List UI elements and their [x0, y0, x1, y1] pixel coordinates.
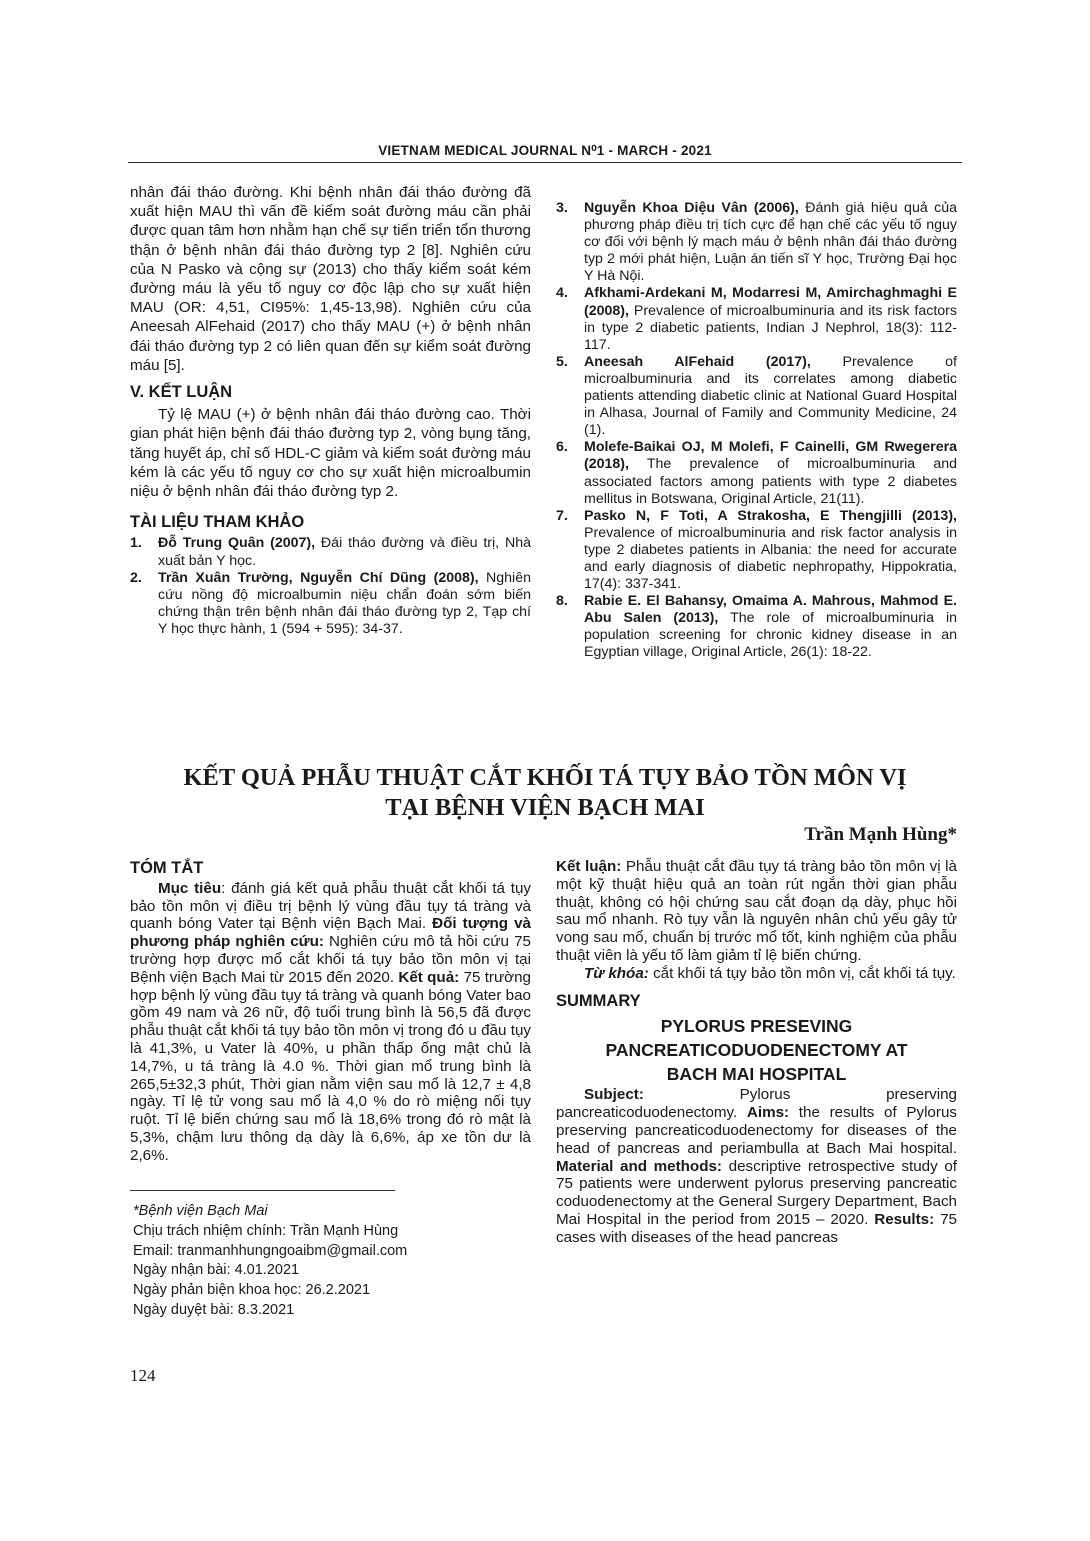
reference-item: 7. Pasko N, F Toti, A Strakosha, E Thengjilli (2013), Prevalence of microalbuminuria and risk factor analysis in type 2 diabetes patients in Albania: the need for accurate and early diagnosis of diabetic nephropathy, Hippokratia, 17(4): 337-341.: [556, 507, 957, 593]
reference-item: 1. Đỗ Trung Quân (2007), Đái tháo đường và điều trị, Nhà xuất bản Y học.: [130, 535, 531, 569]
references-list-left: [130, 535, 531, 638]
reference-item: 2. Trần Xuân Trường, Nguyễn Chí Dũng (2008), Nghiên cứu nồng độ microalbumin niệu chẩn đoán sớm biến chứng thận trên bệnh nhân đái tháo đường typ 2, Tạp chí Y học thực hành, 1 (594 + 595): 34-37.: [130, 569, 531, 637]
abstract-vn-paragraph: Mục tiêu: đánh giá kết quả phẫu thuật cắt khối tá tụy bảo tồn môn vị điều trị bệnh lý vùng đầu tụy tá tràng và quanh bóng Vater tại Bệnh viện Bạch Mai. Đối tượng và phương pháp nghiên cứu: Nghiên cứu mô tả hồi cứu 75 trường hợp được mổ cắt khối tá tụy bảo tồn môn vị tại Bệnh viện Bạch Mai từ 2015 đến 2020. Kết quả: 75 trường hợp bệnh lý vùng đầu tụy tá tràng và quanh bóng Vater bao gồm 49 nam và 26 nữ, độ tuổi trung bình là 56,5 đã được phẫu thuật cắt khối tá tụy bảo tồn môn vị trong đó u đầu tụy là 41,3%, u Vater là 40%, u phần thấp ống mật chủ là 14,7%, u tá tràng là 4.0 %. Thời gian mổ trung bình là 265,5±32,3 phút, Thời gian nằm viện sau mổ là 12,7 ± 4,8 ngày. Tỉ lệ tử vong sau mổ là 4,0 % do rò miệng nối tụy ruột. Tỉ lệ biến chứng sau mổ là 18,6% trong đó rò mật là 5,3%, chậm lưu thông dạ dày là 6,6%, áp xe tồn dư là 2,6%.: [130, 879, 531, 1164]
reference-item: 5. Aneesah AlFehaid (2017), Prevalence of microalbuminuria and its correlates among diabetic patients attending diabetic clinic at National Guard Hospital in Alhasa, Journal of Family and Community Medicine, 24 (1).: [556, 353, 957, 439]
reference-item: 4. Afkhami-Ardekani M, Modarresi M, Amirchaghmaghi E (2008), Prevalence of microalbuminuria and its risk factors in type 2 diabetic patients, Indian J Nephrol, 18(3): 112-117.: [556, 285, 957, 353]
english-title: PYLORUS PRESEVING PANCREATICODUODENECTOMY AT BACH MAI HOSPITAL: [605, 1016, 908, 1085]
footnote-approved: Ngày duyệt bài: 8.3.2021: [133, 1301, 295, 1318]
conclusion-heading: V. KẾT LUẬN: [130, 383, 233, 402]
reference-item: 3. Nguyễn Khoa Diệu Vân (2006), Đánh giá hiệu quả của phương pháp điều trị tích cực để hạn chế các yếu tố nguy cơ đối với bệnh lý mạch máu ở bệnh nhân đái tháo đường typ 2 mới phát hiện, Luận án tiến sĩ Y học, Trường Đại học Y Hà Nội.: [556, 200, 957, 285]
right-column-top: [556, 200, 957, 662]
conclusion-paragraph: Tỷ lệ MAU (+) ở bệnh nhân đái tháo đường cao. Thời gian phát hiện bệnh đái tháo đường typ 2, vòng bụng tăng, tăng huyết áp, chỉ số HDL-C giảm và kiểm soát đường máu kém là các yếu tố nguy cơ cho sự xuất hiện microalbumin niệu ở bệnh nhân đái tháo đường typ 2.: [130, 406, 531, 501]
page-number: 124: [130, 1366, 156, 1385]
abstract-vn-continued: Kết luận: Phẫu thuật cắt đầu tụy tá tràng bảo tồn môn vị là một kỹ thuật hiệu quả an toàn rút ngắn thời gian phẫu thuật, không có hội chứng sau cắt đoạn dạ dày, phục hồi sau mổ nhanh. Rò tụy vẫn là nguyên nhân chủ yếu gây tử vong sau mổ, chuẩn bị trước mổ tốt, kinh nghiệm của phẫu thuật viên là yếu tố làm giảm tỉ lệ biến chứng.: [556, 858, 957, 964]
left-column-top: [130, 183, 531, 638]
header-rule: [128, 162, 962, 163]
keywords: Từ khóa: cắt khối tá tụy bảo tồn môn vị, cắt khối tá tụy.: [584, 964, 956, 982]
footnote-reviewed: Ngày phản biện khoa học: 26.2.2021: [133, 1282, 371, 1299]
footnote: [133, 1202, 407, 1321]
reference-item: 8. Rabie E. El Bahansy, Omaima A. Mahrous, Mahmod E. Abu Salen (2013), The role of microalbuminuria in population screening for chronic kidney disease in an Egyptian village, Original Article, 26(1): 18-22.: [556, 593, 957, 661]
reference-item: 6. Molefe-Baikai OJ, M Molefi, F Cainelli, GM Rwegerera (2018), The prevalence of microalbuminuria and associated factors among patients with type 2 diabetes mellitus in Botswana, Original Article, 21(11).: [556, 439, 957, 507]
references-heading: TÀI LIỆU THAM KHẢO: [130, 513, 305, 532]
footnote-received: Ngày nhận bài: 4.01.2021: [133, 1262, 300, 1279]
summary-en-heading: SUMMARY: [556, 991, 641, 1010]
article-author: Trần Mạnh Hùng*: [804, 824, 957, 845]
journal-header: VIETNAM MEDICAL JOURNAL N⁰1 - MARCH - 2021: [378, 143, 712, 158]
article-title-line-2: TẠI BỆNH VIỆN BẠCH MAI: [385, 794, 705, 821]
footnote-affiliation: *Bệnh viện Bạch Mai: [133, 1203, 268, 1219]
summary-vn-heading: TÓM TẮT: [130, 859, 204, 877]
article-title: [128, 763, 962, 823]
footnote-email: Email: tranmanhhungngoaibm@gmail.com: [133, 1242, 408, 1259]
references-list-right: [556, 200, 957, 662]
footnote-responsible: Chịu trách nhiệm chính: Trần Mạnh Hùng: [133, 1222, 399, 1239]
article-title-line-1: KẾT QUẢ PHẪU THUẬT CẮT KHỐI TÁ TỤY BẢO TỒN MÔN VỊ: [183, 764, 907, 791]
footnote-rule: [130, 1190, 395, 1191]
abstract-vn: [130, 860, 531, 1165]
abstract-right: [556, 858, 957, 1247]
abstract-en-paragraph: Subject: Pylorus preserving pancreaticoduodenectomy. Aims: the results of Pylorus preserving pancreaticoduodenectomy for diseases of the head of pancreas and periambulla at Bach Mai hospital. Material and methods: descriptive retrospective study of 75 patients were underwent pylorus preserving pancreatic coduodenectomy at the General Surgery Department, Bach Mai Hospital in the period from 2015 – 2020. Results: 75 cases with diseases of the head pancreas: [556, 1086, 957, 1246]
discussion-paragraph: nhân đái tháo đường. Khi bệnh nhân đái tháo đường đã xuất hiện MAU thì vấn đề kiểm soát đường máu cần phải được quan tâm hơn nhằm hạn chế sự tiến triển tổn thương thận ở bệnh nhân đái tháo đường typ 2 [8]. Nghiên cứu của N Pasko và cộng sự (2013) cho thấy kiểm soát kém đường máu là yếu tố nguy cơ độc lập cho sự xuất hiện MAU (OR: 4,51, CI95%: 1,45-13,98). Nghiên cứu của Aneesah AlFehaid (2017) cho thấy MAU (+) ở bệnh nhân đái tháo đường typ 2 có liên quan đến sự kiểm soát đường máu [5].: [130, 184, 531, 374]
